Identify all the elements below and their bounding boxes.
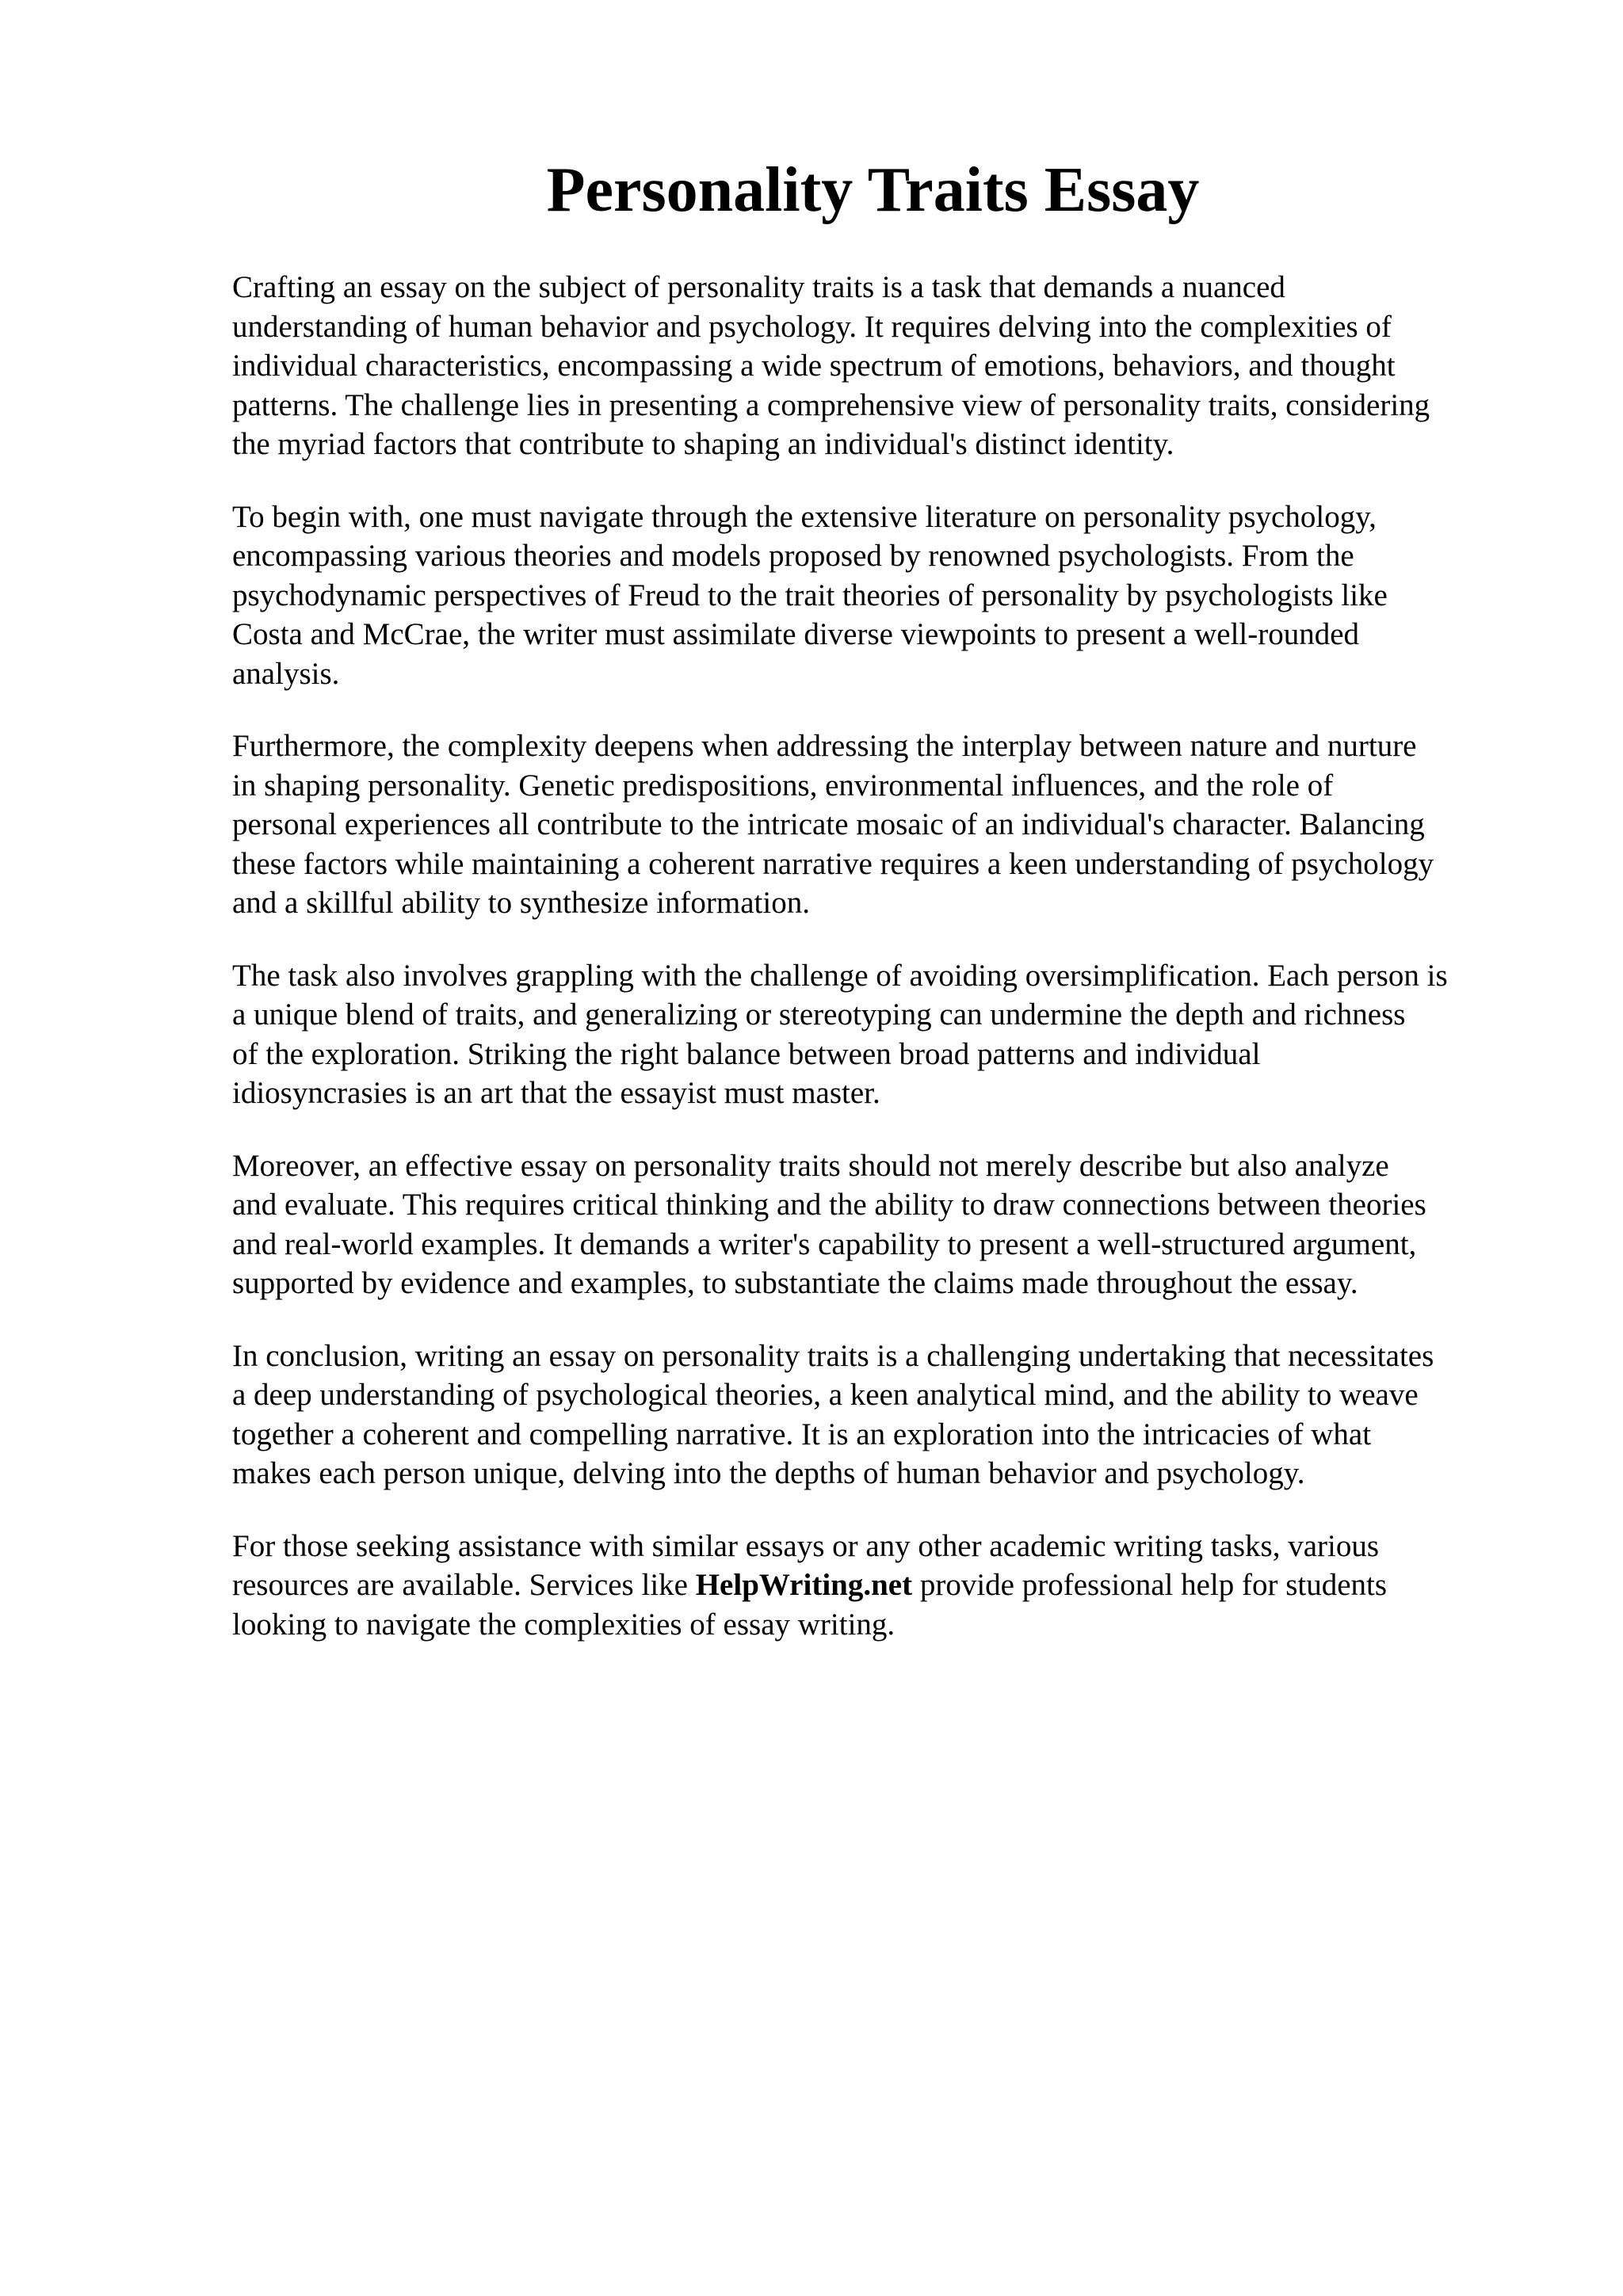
text-line: these factors while maintaining a coherent narrative requires a keen understanding of psychology <box>232 846 1434 881</box>
text-line: idiosyncrasies is an art that the essayist must master. <box>232 1076 880 1110</box>
text-line: a unique blend of traits, and generalizing or stereotyping can undermine the depth and richness <box>232 997 1406 1032</box>
text-segment: resources are available. Services like <box>232 1568 688 1602</box>
paragraph-4 <box>232 956 1564 1113</box>
text-line: individual characteristics, encompassing a wide spectrum of emotions, behaviors, and thought <box>232 349 1396 383</box>
paragraph-2 <box>232 498 1564 694</box>
paragraph-closing <box>232 1527 1564 1645</box>
text-line: a deep understanding of psychological theories, a keen analytical mind, and the ability to weave <box>232 1378 1419 1412</box>
text-line: personal experiences all contribute to the intricate mosaic of an individual's character. Balancing <box>232 807 1425 841</box>
text-segment: provide professional help for students <box>919 1568 1388 1602</box>
text-line: understanding of human behavior and psychology. It requires delving into the complexities of <box>232 309 1392 344</box>
text-line: makes each person unique, delving into the depths of human behavior and psychology. <box>232 1456 1305 1490</box>
text-line: together a coherent and compelling narrative. It is an exploration into the intricacies of what <box>232 1417 1372 1451</box>
text-line: In conclusion, writing an essay on personality traits is a challenging undertaking that necessitates <box>232 1338 1434 1373</box>
text-line: of the exploration. Striking the right balance between broad patterns and individual <box>232 1036 1261 1071</box>
text-line <box>232 1566 1564 1605</box>
text-line: encompassing various theories and models proposed by renowned psychologists. From the <box>232 539 1354 573</box>
paragraph-6 <box>232 1337 1564 1493</box>
page-title: Personality Traits Essay <box>546 155 1200 225</box>
text-line: For those seeking assistance with similar essays or any other academic writing tasks, various <box>232 1528 1379 1563</box>
paragraph-5 <box>232 1146 1564 1303</box>
text-line: looking to navigate the complexities of essay writing. <box>232 1607 896 1642</box>
text-line: and real-world examples. It demands a writer's capability to present a well-structured argument, <box>232 1226 1417 1261</box>
text-line: in shaping personality. Genetic predispositions, environmental influences, and the role of <box>232 768 1334 803</box>
essay-body <box>232 268 1564 1677</box>
text-line: and a skillful ability to synthesize information. <box>232 886 810 920</box>
text-line: Furthermore, the complexity deepens when addressing the interplay between nature and nurture <box>232 729 1417 763</box>
text-line: analysis. <box>232 656 340 691</box>
text-line: To begin with, one must navigate through the extensive literature on personality psychology, <box>232 499 1377 534</box>
paragraph-3 <box>232 727 1564 923</box>
text-line: Costa and McCrae, the writer must assimilate diverse viewpoints to present a well-rounded <box>232 617 1360 651</box>
helpwriting-link[interactable]: HelpWriting.net <box>695 1568 913 1602</box>
text-line: psychodynamic perspectives of Freud to the trait theories of personality by psychologists like <box>232 578 1388 612</box>
text-line: supported by evidence and examples, to substantiate the claims made throughout the essay. <box>232 1266 1358 1300</box>
text-line: Crafting an essay on the subject of personality traits is a task that demands a nuanced <box>232 270 1285 304</box>
text-line: patterns. The challenge lies in presenting a comprehensive view of personality traits, considering <box>232 387 1430 422</box>
text-line: and evaluate. This requires critical thinking and the ability to draw connections between theories <box>232 1188 1426 1222</box>
text-line: The task also involves grappling with the challenge of avoiding oversimplification. Each person is <box>232 958 1448 993</box>
text-line: Moreover, an effective essay on personality traits should not merely describe but also analyze <box>232 1148 1389 1183</box>
text-line: the myriad factors that contribute to shaping an individual's distinct identity. <box>232 427 1174 461</box>
paragraph-1 <box>232 268 1564 464</box>
